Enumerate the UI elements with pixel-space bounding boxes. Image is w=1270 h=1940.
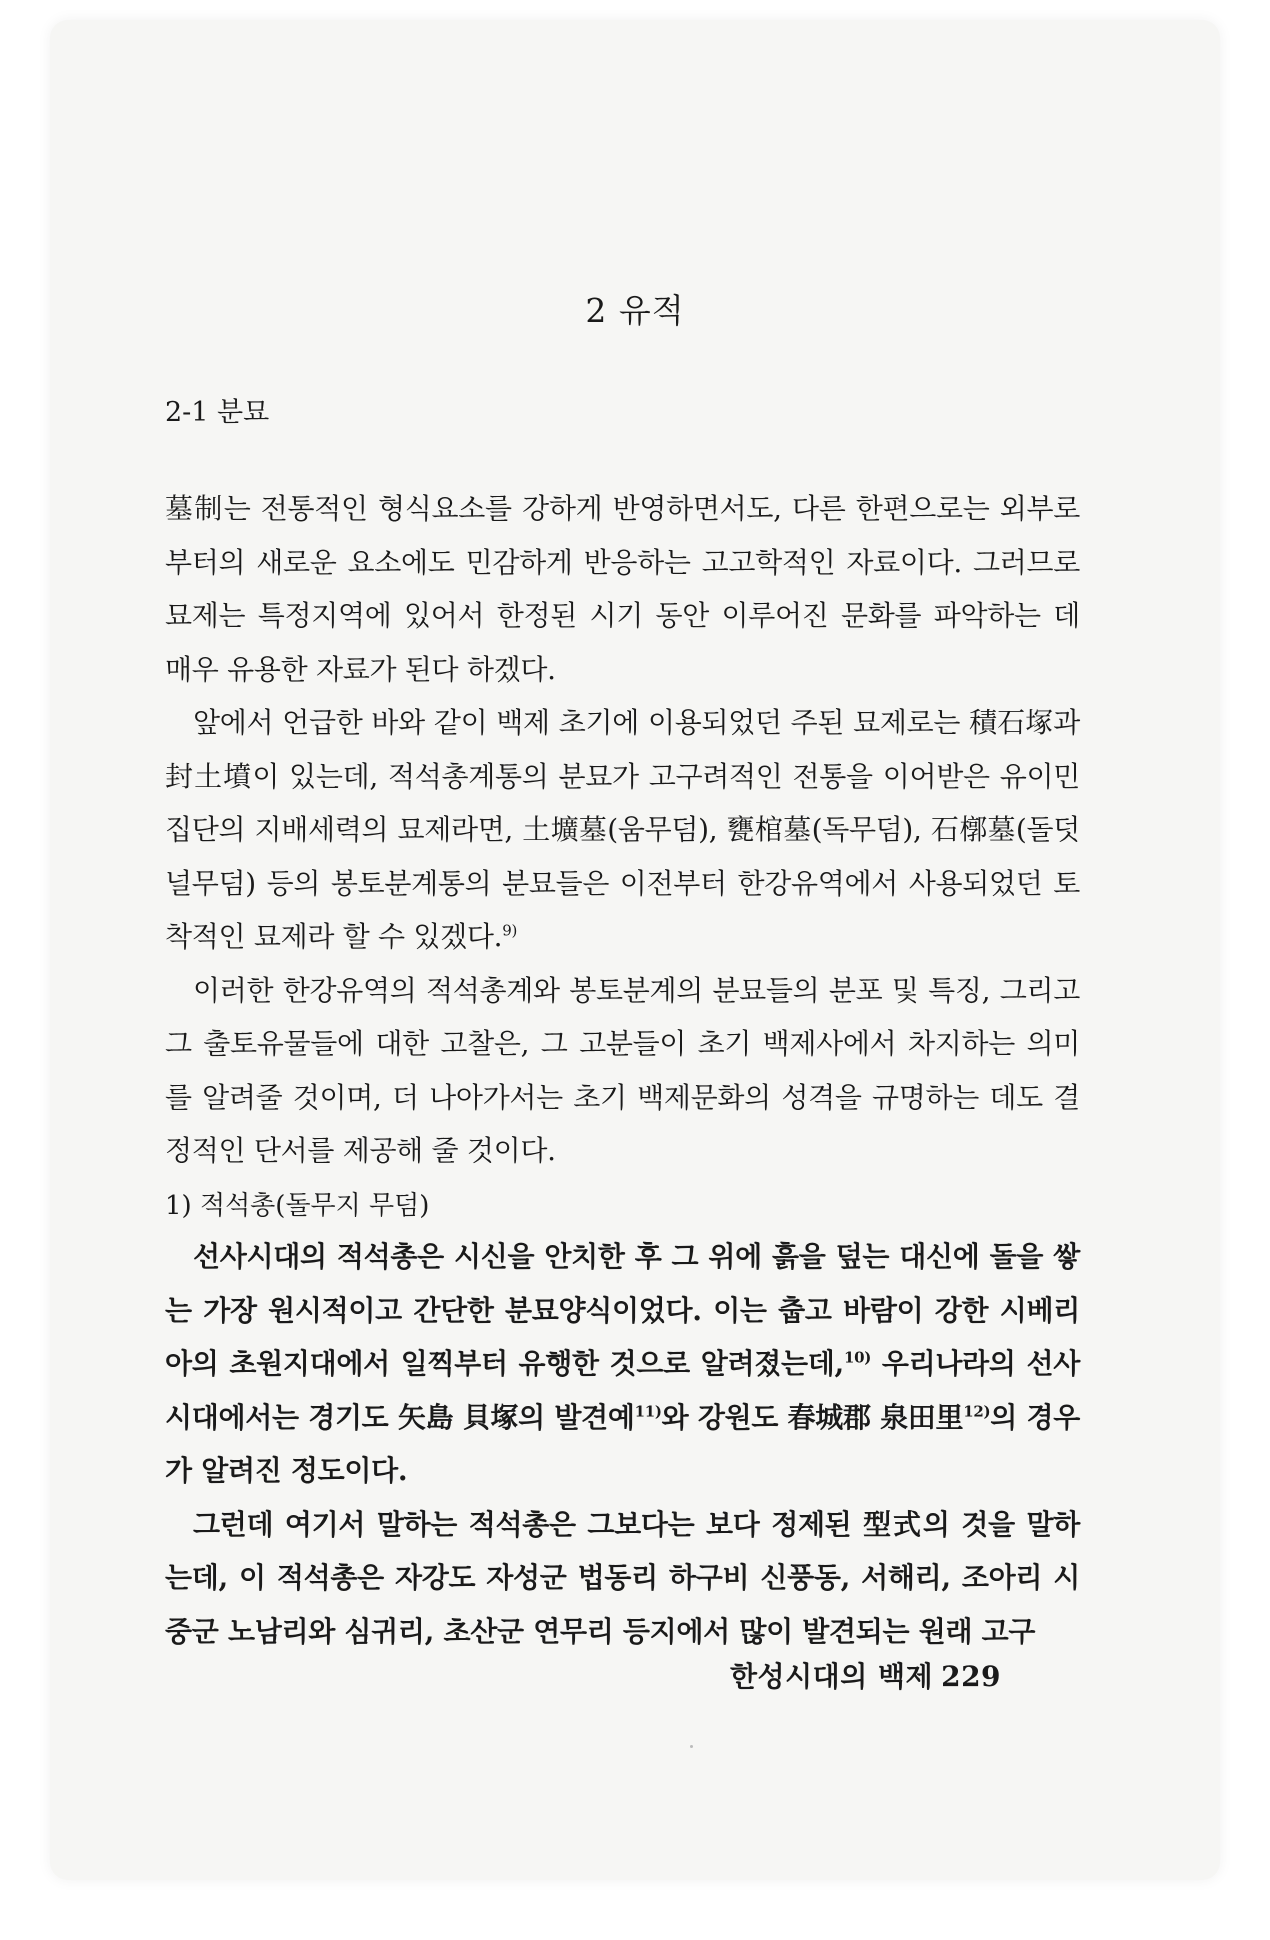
section-title: 2 유적 xyxy=(585,291,685,330)
scan-speck xyxy=(690,1745,693,1748)
paragraph xyxy=(165,1230,1080,1498)
paragraph-text: 그런데 여기서 말하는 적석총은 그보다는 보다 정제된 型式의 것을 말하는데, 이 적석총은 자강도 자성군 법동리 하구비 신풍동, 서해리, 조아리 시중군 노남리와 심귀리, 초산군 연무리 등지에서 많이 발견되는 원래 고구 xyxy=(165,1507,1080,1648)
paragraph-text: 우리나라의 선사시대에서는 경기도 矢島 貝塚의 발견예 xyxy=(165,1347,1080,1434)
paragraph xyxy=(165,1498,1080,1659)
footnote-ref: 10) xyxy=(843,1348,872,1367)
item-title: 1) 적석총(돌무지 무덤) xyxy=(165,1191,430,1221)
page-number: 229 xyxy=(941,1660,1002,1693)
paragraph-text: 앞에서 언급한 바와 같이 백제 초기에 이용되었던 주된 묘제로는 積石塚과 封土墳이 있는데, 적석총계통의 분묘가 고구려적인 전통을 이어받은 유이민집단의 지배세력의 묘제라면, 土壙墓(움무덤), 甕棺墓(독무덤), 石槨墓(돌덧널무덤) 등의 봉토분계통의 분묘들은 이전부터 한강유역에서 사용되었던 토착적인 묘제라 할 수 있겠다. xyxy=(165,706,1080,953)
paragraph xyxy=(165,696,1080,964)
paragraph-text: 선사시대의 적석총은 시신을 안치한 후 그 위에 흙을 덮는 대신에 돌을 쌓는 가장 원시적이고 간단한 분묘양식이었다. 이는 춥고 바람이 강한 시베리아의 초원지대에서 일찍부터 유행한 것으로 알려졌는데, xyxy=(165,1240,1080,1380)
footnote-ref: 9) xyxy=(502,921,518,940)
subsection-title: 2-1 분묘 xyxy=(165,397,270,428)
body-text-block-2 xyxy=(165,1230,1080,1658)
paragraph xyxy=(165,482,1080,696)
footnote-ref: 12) xyxy=(963,1402,991,1421)
page-sheet xyxy=(50,20,1220,1880)
paragraph-text: 이러한 한강유역의 적석총계와 봉토분계의 분묘들의 분포 및 특징, 그리고 그 출토유물들에 대한 고찰은, 그 고분들이 초기 백제사에서 차지하는 의미를 알려줄 것이며, 더 나아가서는 초기 백제문화의 성격을 규명하는 데도 결정적인 단서를 제공해 줄 것이다. xyxy=(165,973,1080,1167)
paragraph-text: 와 강원도 春城郡 泉田里 xyxy=(661,1400,964,1434)
paragraph-text: 墓制는 전통적인 형식요소를 강하게 반영하면서도, 다른 한편으로는 외부로부터의 새로운 요소에도 민감하게 반응하는 고고학적인 자료이다. 그러므로 묘제는 특정지역에 있어서 한정된 시기 동안 이루어진 문화를 파악하는 데 매우 유용한 자료가 된다 하겠다. xyxy=(165,492,1080,686)
running-title: 한성시대의 백제 xyxy=(730,1660,934,1693)
footnote-ref: 11) xyxy=(634,1402,662,1421)
body-text-block-1 xyxy=(165,482,1080,1178)
paragraph xyxy=(165,964,1080,1178)
paragraph-text: 의 경우가 알려진 정도이다. xyxy=(165,1400,1080,1487)
running-footer xyxy=(730,1655,1001,1695)
